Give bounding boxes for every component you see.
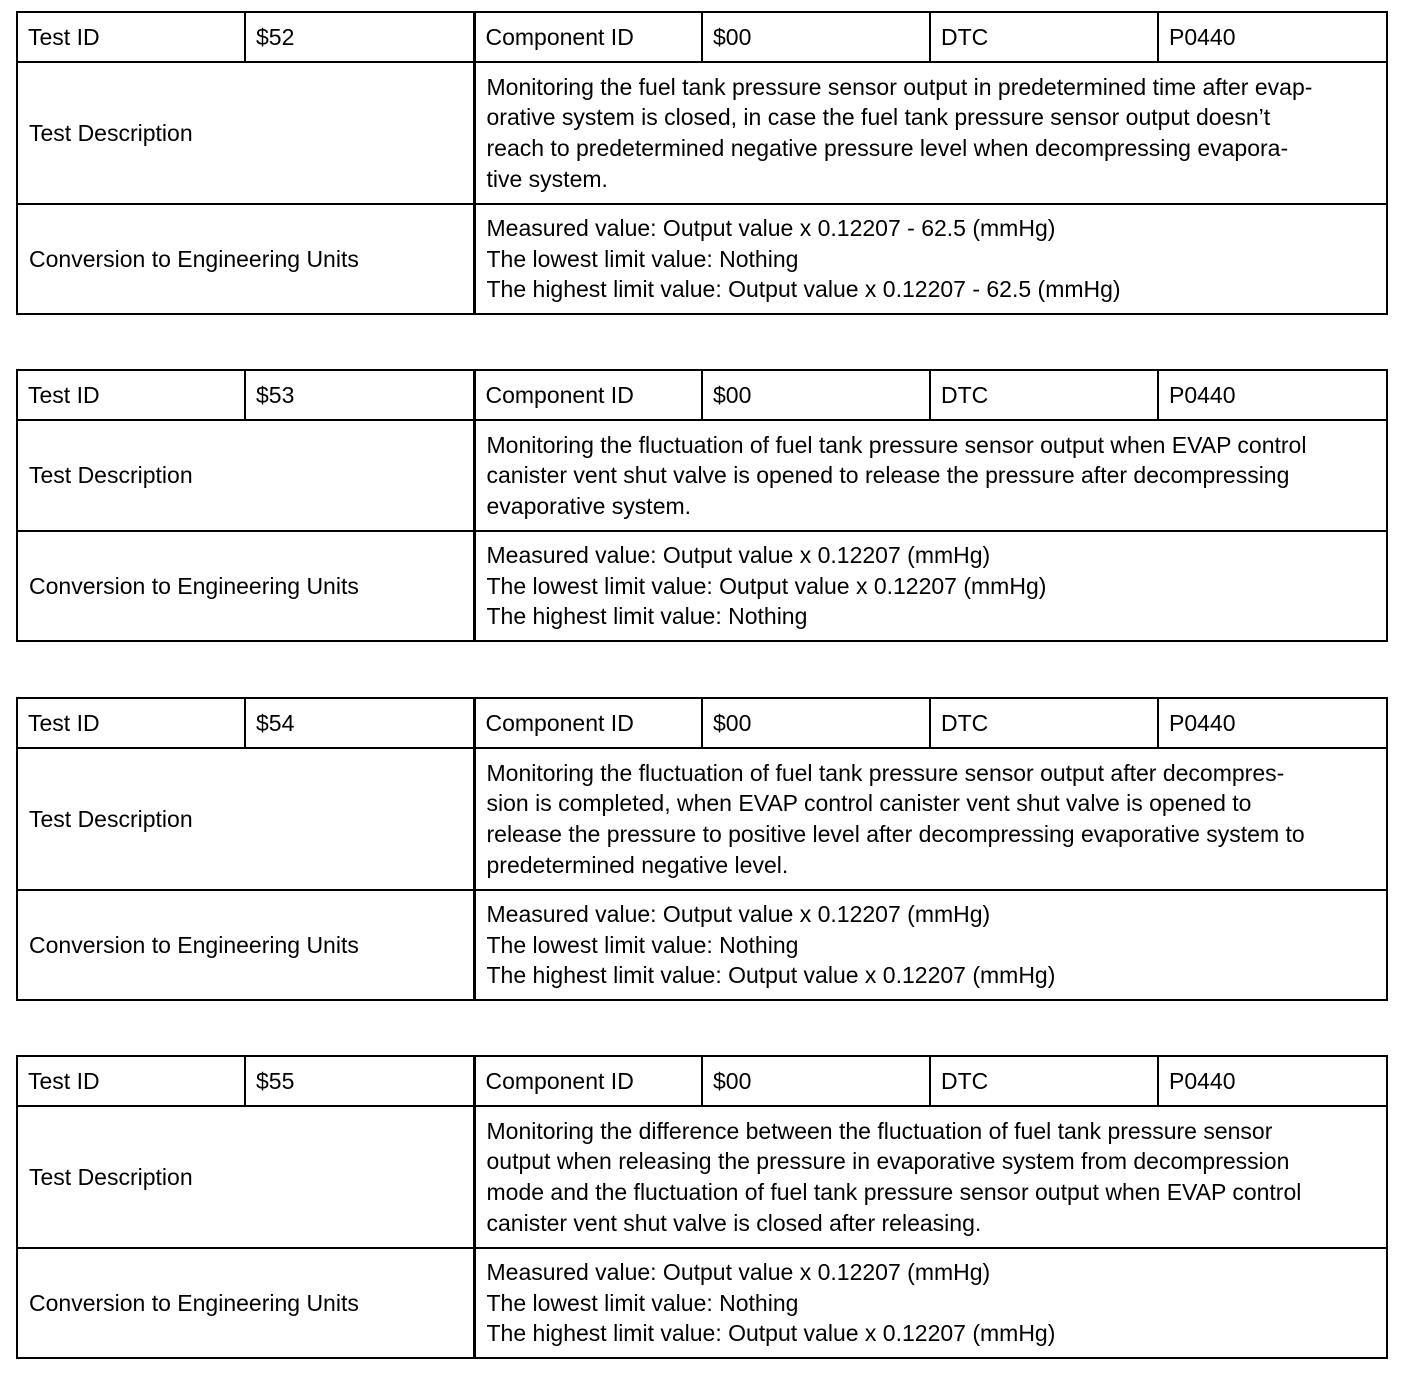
conversion-row — [17, 531, 1387, 641]
test-id-value: $54 — [245, 698, 474, 748]
monitor-table-52 — [16, 11, 1388, 315]
test-description-label: Test Description — [17, 1106, 474, 1248]
description-row — [17, 748, 1387, 890]
description-row — [17, 420, 1387, 531]
conversion-line: The lowest limit value: Nothing — [486, 245, 799, 272]
component-id-label: Component ID — [474, 1056, 702, 1106]
component-id-value: $00 — [702, 370, 930, 420]
test-description-text — [474, 748, 1387, 890]
component-id-value: $00 — [702, 698, 930, 748]
test-id-label: Test ID — [17, 12, 245, 62]
test-description-text — [474, 1106, 1387, 1248]
description-line: canister vent shut valve is closed after releasing. — [486, 1209, 982, 1236]
table-header-row — [17, 698, 1387, 748]
dtc-value: P0440 — [1158, 698, 1387, 748]
conversion-line: Measured value: Output value x 0.12207 (mmHg) — [486, 542, 991, 569]
test-description-text — [474, 62, 1387, 204]
dtc-label: DTC — [930, 12, 1158, 62]
description-line: output when releasing the pressure in evaporative system from decompression — [486, 1148, 1290, 1175]
description-line: sion is completed, when EVAP control canister vent shut valve is opened to — [486, 790, 1252, 817]
component-id-label: Component ID — [474, 698, 702, 748]
conversion-row — [17, 890, 1387, 1000]
test-id-label: Test ID — [17, 698, 245, 748]
dtc-label: DTC — [930, 370, 1158, 420]
conversion-text — [474, 204, 1387, 314]
conversion-line: The highest limit value: Output value x 0.12207 (mmHg) — [486, 1320, 1056, 1347]
test-id-value: $53 — [245, 370, 474, 420]
description-line: Monitoring the fuel tank pressure sensor output in predetermined time after evap- — [486, 73, 1313, 100]
test-description-label: Test Description — [17, 62, 474, 204]
description-row — [17, 1106, 1387, 1248]
conversion-line: Measured value: Output value x 0.12207 - 62.5 (mmHg) — [486, 215, 1056, 242]
dtc-label: DTC — [930, 698, 1158, 748]
description-line: reach to predetermined negative pressure level when decompressing evapora- — [486, 135, 1289, 161]
component-id-value: $00 — [702, 1056, 930, 1106]
table-header-row — [17, 370, 1387, 420]
table-header-row — [17, 12, 1387, 62]
conversion-label: Conversion to Engineering Units — [17, 1248, 474, 1358]
component-id-value: $00 — [702, 12, 930, 62]
dtc-label: DTC — [930, 1056, 1158, 1106]
test-description-label: Test Description — [17, 748, 474, 890]
description-line: Monitoring the difference between the fluctuation of fuel tank pressure sensor — [486, 1117, 1273, 1144]
conversion-text — [474, 1248, 1387, 1358]
conversion-line: The highest limit value: Output value x 0.12207 (mmHg) — [486, 962, 1056, 989]
description-line: predetermined negative level. — [486, 851, 789, 878]
conversion-row — [17, 1248, 1387, 1358]
test-id-value: $52 — [245, 12, 474, 62]
description-line: Monitoring the fluctuation of fuel tank pressure sensor output when EVAP control — [486, 431, 1307, 458]
description-line: tive system. — [486, 165, 608, 192]
monitor-table-54 — [16, 697, 1388, 1001]
conversion-line: Measured value: Output value x 0.12207 (mmHg) — [486, 901, 991, 928]
test-id-value: $55 — [245, 1056, 474, 1106]
conversion-line: The lowest limit value: Nothing — [486, 1289, 799, 1316]
conversion-text — [474, 531, 1387, 641]
description-line: release the pressure to positive level after decompressing evaporative system to — [486, 821, 1305, 847]
conversion-label: Conversion to Engineering Units — [17, 890, 474, 1000]
table-header-row — [17, 1056, 1387, 1106]
component-id-label: Component ID — [474, 370, 702, 420]
conversion-row — [17, 204, 1387, 314]
description-line: evaporative system. — [486, 492, 692, 519]
component-id-label: Component ID — [474, 12, 702, 62]
conversion-label: Conversion to Engineering Units — [17, 531, 474, 641]
conversion-text — [474, 890, 1387, 1000]
conversion-line: The highest limit value: Nothing — [486, 603, 808, 630]
conversion-line: The lowest limit value: Nothing — [486, 931, 799, 958]
description-line: mode and the fluctuation of fuel tank pressure sensor output when EVAP control — [486, 1179, 1302, 1205]
test-id-label: Test ID — [17, 370, 245, 420]
test-description-text — [474, 420, 1387, 531]
dtc-value: P0440 — [1158, 370, 1387, 420]
dtc-value: P0440 — [1158, 12, 1387, 62]
description-line: orative system is closed, in case the fuel tank pressure sensor output doesn’t — [486, 104, 1271, 131]
description-line: canister vent shut valve is opened to release the pressure after decompressing — [486, 462, 1290, 489]
conversion-line: The highest limit value: Output value x 0.12207 - 62.5 (mmHg) — [486, 276, 1121, 303]
conversion-line: Measured value: Output value x 0.12207 (mmHg) — [486, 1259, 991, 1286]
conversion-line: The lowest limit value: Output value x 0.12207 (mmHg) — [486, 572, 1047, 599]
dtc-value: P0440 — [1158, 1056, 1387, 1106]
monitor-table-53 — [16, 369, 1388, 642]
monitor-table-55 — [16, 1055, 1388, 1359]
test-id-label: Test ID — [17, 1056, 245, 1106]
description-line: Monitoring the fluctuation of fuel tank pressure sensor output after decompres- — [486, 759, 1285, 786]
conversion-label: Conversion to Engineering Units — [17, 204, 474, 314]
test-description-label: Test Description — [17, 420, 474, 531]
description-row — [17, 62, 1387, 204]
